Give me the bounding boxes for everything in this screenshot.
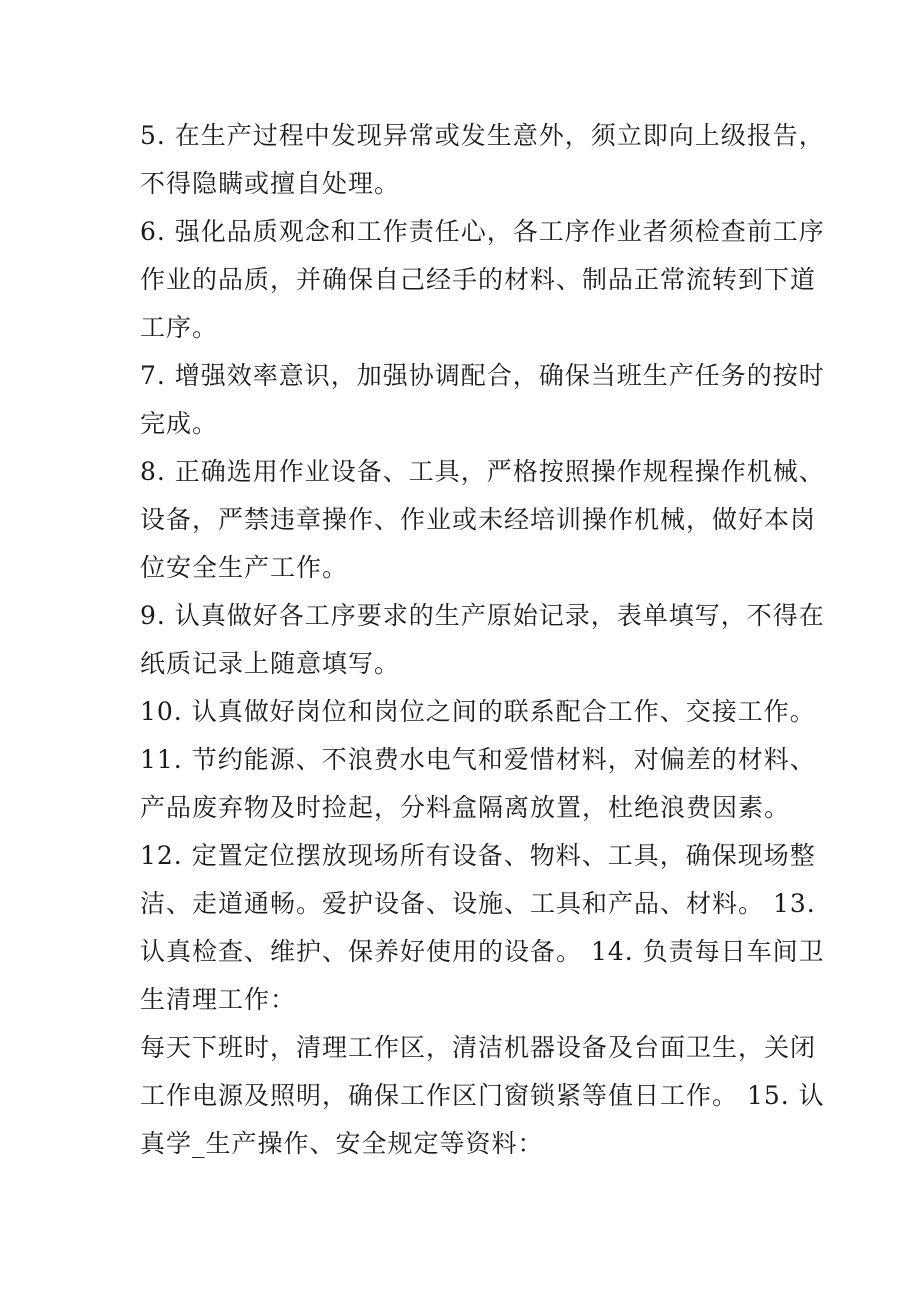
text-line: 作业的品质，并确保自己经手的材料、制品正常流转到下道 <box>140 265 817 294</box>
text-line: 完成。 <box>140 409 219 438</box>
text-line: 洁、走道通畅。爱护设备、设施、工具和产品、材料。 13. <box>140 889 816 918</box>
text-line: 6. 强化品质观念和工作责任心，各工序作业者须检查前工序 <box>140 217 825 246</box>
text-line: 工序。 <box>140 313 219 342</box>
text-line: 设备，严禁违章操作、作业或未经培训操作机械，做好本岗 <box>140 505 817 534</box>
text-line: 生清理工作： <box>140 985 297 1014</box>
text-line: 8. 正确选用作业设备、工具，严格按照操作规程操作机械、 <box>140 457 825 486</box>
text-line: 真学_生产操作、安全规定等资料： <box>140 1129 544 1158</box>
text-line: 7. 增强效率意识，加强协调配合，确保当班生产任务的按时 <box>140 361 825 390</box>
text-line: 工作电源及照明，确保工作区门窗锁紧等值日工作。 15. 认 <box>140 1081 825 1110</box>
document-body <box>140 112 825 1168</box>
text-line: 12. 定置定位摆放现场所有设备、物料、工具，确保现场整 <box>140 841 816 870</box>
text-line: 10. 认真做好岗位和岗位之间的联系配合工作、交接工作。 <box>140 697 816 726</box>
text-line: 9. 认真做好各工序要求的生产原始记录，表单填写，不得在 <box>140 601 825 630</box>
text-line: 产品废弃物及时捡起，分料盒隔离放置，杜绝浪费因素。 <box>140 793 791 822</box>
text-line: 纸质记录上随意填写。 <box>140 649 401 678</box>
text-line: 11. 节约能源、不浪费水电气和爱惜材料，对偏差的材料、 <box>140 745 816 774</box>
text-line: 每天下班时，清理工作区，清洁机器设备及台面卫生，关闭 <box>140 1033 817 1062</box>
text-line: 位安全生产工作。 <box>140 553 349 582</box>
text-line: 不得隐瞒或擅自处理。 <box>140 169 401 198</box>
text-line: 认真检查、维护、保养好使用的设备。 14. 负责每日车间卫 <box>140 937 825 966</box>
text-line: 5. 在生产过程中发现异常或发生意外，须立即向上级报告， <box>140 121 825 150</box>
